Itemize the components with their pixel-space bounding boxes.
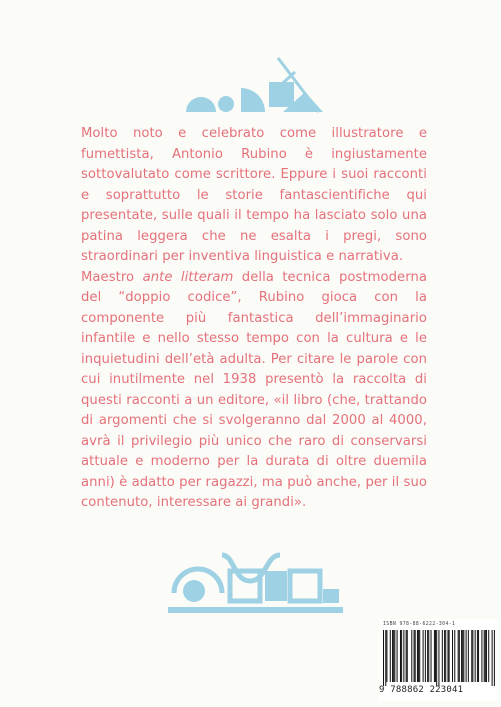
filled-circle-shape	[183, 580, 205, 602]
barcode-bar	[386, 630, 387, 682]
barcode-bar	[406, 630, 407, 682]
barcode-bar	[423, 630, 424, 682]
barcode-bar	[477, 630, 478, 682]
barcode-bar	[392, 630, 393, 682]
barcode-bar	[415, 630, 416, 682]
barcode-bar	[385, 630, 386, 686]
description-text	[81, 124, 427, 514]
base-line-shape	[168, 607, 343, 613]
barcode-bar	[461, 630, 462, 682]
barcode-bar	[471, 630, 472, 682]
barcode-bar	[427, 630, 428, 682]
barcode-bar	[425, 630, 426, 682]
barcode-bar	[486, 630, 487, 682]
barcode-bar	[444, 630, 445, 682]
barcode-digits: 9 788862 223041	[379, 685, 464, 695]
barcode-bar	[468, 630, 469, 682]
barcode-bar	[449, 630, 450, 682]
barcode-bar	[436, 630, 437, 686]
barcode	[383, 630, 495, 686]
description-paragraph-1: Molto noto e celebrato come illustratore e fumettista, Antonio Rubino è ingiustamente sottovalutato come scrittore. Eppure i suoi racconti e soprattutto le storie fantascientifiche qui presentate, sulle quali il tempo ha lasciato solo una patina leggera che ne esalta i pregi, sono straordinari per inventiva linguistica e narrativa.	[81, 126, 427, 264]
barcode-bar	[472, 630, 473, 682]
barcode-bar	[478, 630, 479, 682]
small-circle-shape	[218, 96, 234, 112]
barcode-bar	[485, 630, 486, 682]
barcode-bar	[454, 630, 455, 682]
isbn-label: ISBN 978-88-6222-304-1	[383, 622, 456, 627]
barcode-bar	[445, 630, 446, 682]
barcode-bar	[466, 630, 467, 682]
barcode-bar	[475, 630, 476, 682]
outline-box-right	[290, 571, 320, 601]
barcode-bar	[488, 630, 489, 682]
outline-box-left	[230, 571, 260, 601]
half-circle-shape	[186, 97, 216, 112]
top-geometric-logo	[183, 52, 328, 116]
barcode-bar	[458, 630, 459, 682]
barcode-bar	[438, 630, 439, 686]
barcode-area	[379, 619, 499, 701]
barcode-bar	[434, 630, 435, 682]
barcode-bar	[462, 630, 463, 682]
barcode-bar	[494, 630, 495, 686]
latin-phrase: ante litteram	[142, 269, 234, 285]
barcode-bar	[418, 630, 419, 682]
barcode-bar	[442, 630, 443, 682]
filled-rect-shape	[265, 571, 287, 601]
bottom-geometric-logo	[168, 549, 343, 617]
barcode-bar	[411, 630, 412, 682]
barcode-bar	[431, 630, 432, 682]
barcode-bar	[419, 630, 420, 682]
barcode-bar	[417, 630, 418, 682]
barcode-bar	[390, 630, 391, 682]
barcode-bar	[414, 630, 415, 682]
barcode-bar	[435, 630, 436, 682]
barcode-bar	[484, 630, 485, 682]
barcode-bar	[481, 630, 482, 682]
barcode-bar	[401, 630, 402, 682]
barcode-bar	[383, 630, 384, 686]
barcode-bar	[394, 630, 395, 682]
barcode-bar	[403, 630, 404, 682]
barcode-bar	[407, 630, 408, 682]
description-paragraph-2: Maestro ante litteram della tecnica postmoderna del “doppio codice”, Rubino gioca con la componente più fantastica dell’immaginario infantile e nello stesso tempo con la cultura e le inquietudini dell’età adulta. Per citare le parole con cui inutilmente nel 1938 presentò la raccolta di questi racconti a un editore, «il libro (che, trattando di argomenti che si svolgeranno dal 2000 al 4000, avrà il privilegio più unico che raro di conservarsi attuale e moderno per la durata di oltre duemila anni) è adatto per ragazzi, ma può anche, per il suo contenuto, interessare ai grandi».	[81, 269, 428, 510]
barcode-bar	[492, 630, 493, 686]
barcode-bar	[428, 630, 429, 682]
barcode-bar	[397, 630, 398, 682]
barcode-bar	[463, 630, 464, 682]
small-square-shape	[323, 589, 339, 603]
barcode-bar	[393, 630, 394, 682]
barcode-bar	[400, 630, 401, 682]
quarter-circle-shape	[241, 88, 265, 112]
barcode-bar	[459, 630, 460, 682]
barcode-bar	[447, 630, 448, 682]
barcode-bar	[452, 630, 453, 682]
